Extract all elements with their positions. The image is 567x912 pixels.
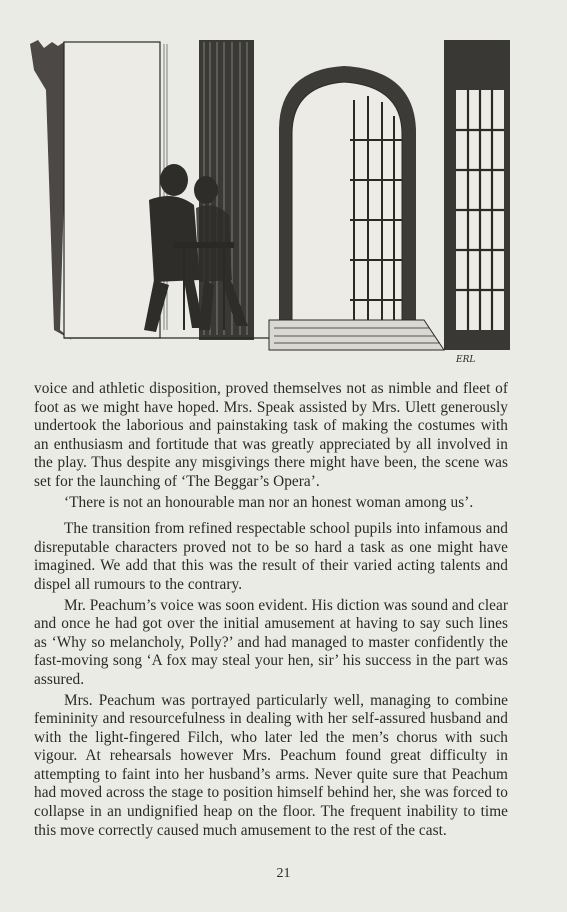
paragraph-continued: voice and athletic disposition, proved themselves not as nimble and fleet of foot as we might have hoped. Mrs. Speak assisted by Mrs. Ulett generously undertook the laborious and painstaking task of making the costumes with an enthusiasm and fortitude that was greatly appreciated by all involved in the play. Thus despite any misgivings there might have been, the scene was set for the launching of ‘The Beggar’s Opera’. — [34, 380, 508, 490]
prison-scene-drawing — [24, 30, 514, 370]
paragraph-transition: The transition from refined respectable school pupils into infamous and disreputable characters proved not to be so hard a task as one might have imagined. We add that this was the result of their varied acting talents and dispel all rumours to the contrary. — [34, 520, 508, 593]
page-number: 21 — [276, 866, 291, 881]
article-body — [34, 380, 508, 842]
paragraph-mr-peachum: Mr. Peachum’s voice was soon evident. His diction was sound and clear and once he had got over the initial amusement at having to say such lines as ‘Why so melancholy, Polly?’ and had managed to master confidently the fast-moving song ‘A fox may steal your hen, sir’ his success in the part was assured. — [34, 596, 508, 688]
quotation-paragraph: ‘There is not an honourable man nor an honest woman among us’. — [64, 493, 474, 511]
stage-scene-illustration — [24, 30, 514, 370]
artist-signature: ERL — [456, 355, 476, 365]
paragraph-mrs-peachum: Mrs. Peachum was portrayed particularly well, managing to combine femininity and resourcefulness in dealing with her self-assured husband and with the light-fingered Filch, who later led the men’s chorus with such vigour. At rehearsals however Mrs. Peachum found great difficulty in attempting to faint into her husband’s arms. Never quite sure that Peachum had moved across the stage to position himself behind her, she was forced to collapse in an undignified heap on the floor. The frequent inability to time this move correctly caused much amusement to the rest of the cast. — [34, 691, 508, 839]
